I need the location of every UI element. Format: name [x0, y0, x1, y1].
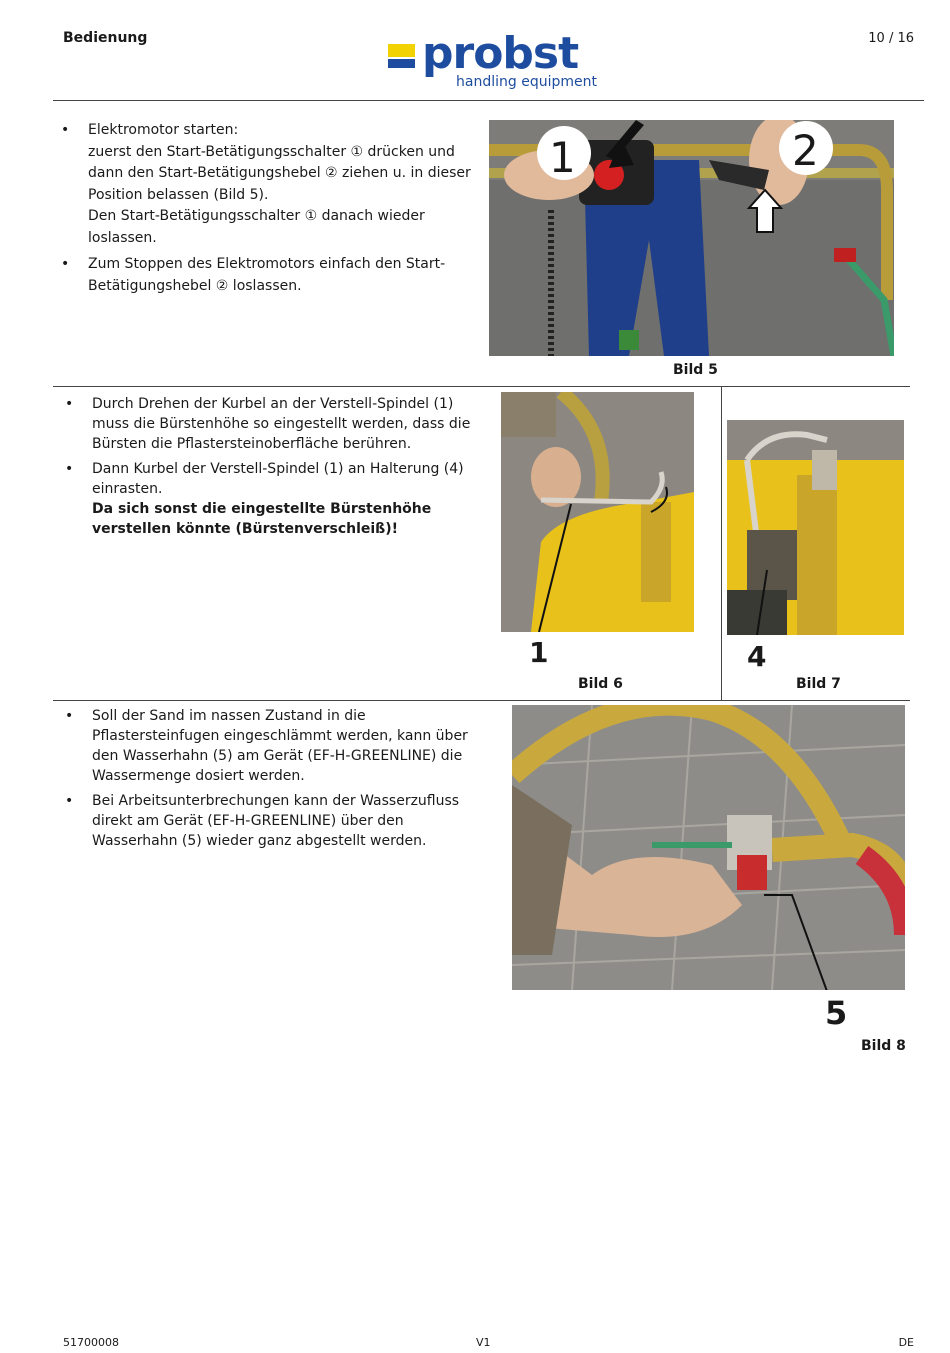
bild7-label-4: 4 [747, 640, 767, 673]
column-divider [721, 387, 722, 700]
bild6-label-1: 1 [529, 636, 549, 669]
document-language: DE [898, 1336, 914, 1349]
list-item: • Dann Kurbel der Verstell-Spindel (1) an Halterung (4) einrasten. Da sich sonst die eingestellte Bürstenhöhe verstellen könnte (Bürstenverschleiß)! [92, 459, 477, 539]
probst-logo [386, 28, 601, 94]
warning-text: Da sich sonst die eingestellte Bürstenhöhe verstellen könnte (Bürstenverschleiß)! [92, 501, 432, 537]
bild5-label-2: 2 [792, 126, 819, 175]
block3-text [65, 706, 477, 856]
logo-flag-blue [388, 59, 415, 68]
list-item: • Bei Arbeitsunterbrechungen kann der Wasserzufluss direkt am Gerät (EF-H-GREENLINE) über den Wasserhahn (5) wieder ganz abgestellt werden. [65, 793, 460, 849]
block1-text [61, 120, 473, 302]
header-rule [53, 100, 924, 101]
block2-text [65, 394, 477, 544]
list-item: • Soll der Sand im nassen Zustand in die Pflastersteinfugen eingeschlämmt werden, kann über den Wasserhahn (5) am Gerät (EF-H-GREENLINE) die Wassermenge dosiert werden. [65, 708, 468, 784]
page-number: 10 / 16 [868, 31, 914, 46]
section-title: Bedienung [63, 30, 148, 46]
caption-bild-5: Bild 5 [673, 362, 718, 378]
logo-flag-yellow [388, 44, 415, 57]
logo-subtitle: handling equipment [456, 74, 597, 90]
document-number: 51700008 [63, 1336, 119, 1349]
bild5-label-1: 1 [549, 133, 576, 182]
list-item: • Durch Drehen der Kurbel an der Verstell-Spindel (1) muss die Bürstenhöhe so eingestellt werden, dass die Bürsten die Pflastersteinoberfläche berühren. [65, 396, 471, 452]
list-item: • Zum Stoppen des Elektromotors einfach den Start-Betätigungshebel ② loslassen. [61, 256, 446, 294]
photo-bild-6 [501, 392, 694, 632]
caption-bild-8: Bild 8 [861, 1038, 906, 1054]
section-rule [53, 700, 910, 701]
logo-wordmark: probst [422, 28, 579, 79]
caption-bild-6: Bild 6 [578, 676, 623, 692]
photo-bild-8 [512, 705, 905, 990]
caption-bild-7: Bild 7 [796, 676, 841, 692]
bild8-label-5: 5 [825, 994, 848, 1032]
document-version: V1 [476, 1336, 491, 1349]
section-rule [53, 386, 910, 387]
photo-bild-7 [727, 420, 904, 635]
list-item: • Elektromotor starten: zuerst den Start-Betätigungsschalter ① drücken und dann den Start-Betätigungshebel ② ziehen u. in dieser Position belassen (Bild 5). Den Start-Betätigungsschalter ① danach wieder loslassen. [61, 122, 471, 246]
